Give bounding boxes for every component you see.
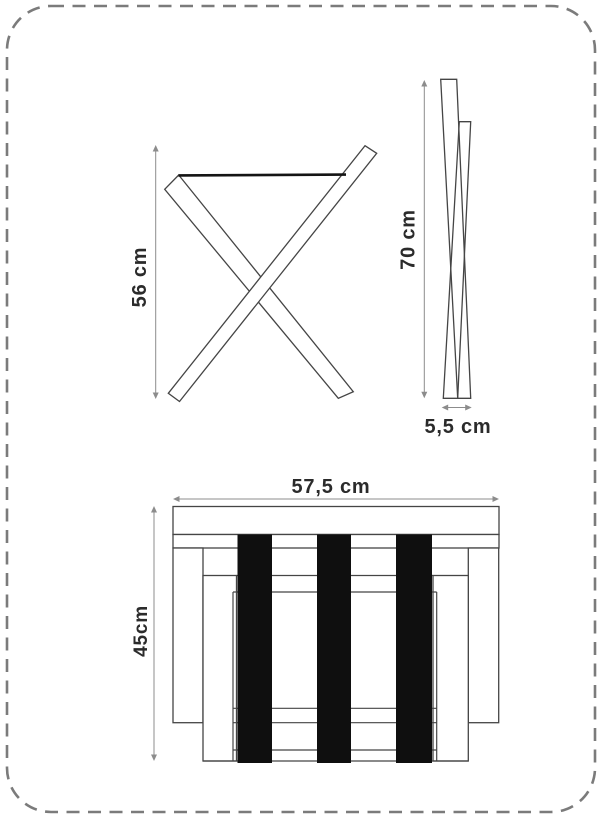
inner-leg-right — [433, 576, 468, 762]
folded-side-view — [398, 79, 492, 438]
dim-label-width-55: 5,5 cm — [424, 416, 492, 438]
unfolded-side-view — [129, 145, 377, 402]
arrow-up-icon — [151, 506, 157, 513]
seat-strap — [238, 535, 273, 764]
dashed-border — [7, 6, 595, 812]
arrow-left-icon — [442, 405, 449, 411]
arrow-down-icon — [151, 755, 157, 762]
outer-leg-left — [173, 548, 203, 723]
folded-bar-left — [441, 79, 471, 398]
arrow-up-icon — [153, 145, 159, 152]
arrow-up-icon — [421, 80, 427, 87]
arrow-down-icon — [153, 393, 159, 400]
arrow-right-icon — [465, 405, 472, 411]
stool-leg-front — [168, 146, 376, 402]
dim-label-height-45: 45cm — [131, 605, 152, 657]
dim-label-height-70: 70 cm — [397, 209, 420, 270]
dim-label-height-56: 56 cm — [129, 246, 151, 308]
seat-strap — [317, 535, 351, 764]
inner-leg-left — [203, 576, 237, 762]
seat-strap — [396, 535, 432, 764]
arrow-right-icon — [493, 496, 500, 502]
seat-top-bar — [173, 507, 499, 535]
seat-fabric-line — [179, 175, 347, 176]
arrow-down-icon — [421, 392, 427, 399]
front-view — [131, 476, 499, 763]
outer-leg-right — [468, 548, 498, 723]
dim-label-width-575: 57,5 cm — [291, 476, 371, 498]
folded-bar-right — [443, 122, 470, 399]
arrow-left-icon — [173, 496, 180, 502]
